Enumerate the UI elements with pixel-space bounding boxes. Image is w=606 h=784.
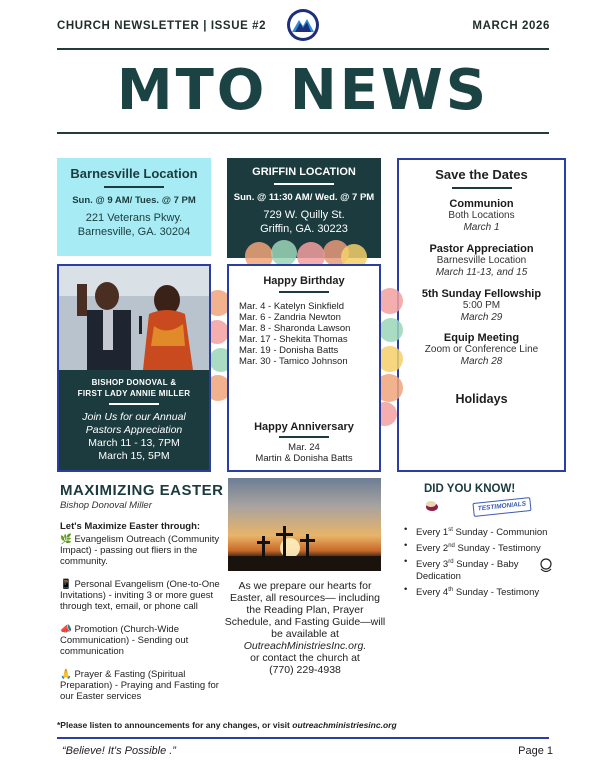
invite-line2: Pastors Appreciation: [85, 424, 183, 436]
list-item: • Every 3rd Sunday - Baby Dedication: [402, 556, 582, 583]
church-logo: [286, 8, 320, 42]
anniversary-names: Martin & Donisha Batts: [255, 453, 353, 464]
newsletter-issue-label: CHURCH NEWSLETTER | ISSUE #2: [57, 20, 267, 32]
footer-quote: “Believe! It's Possible .”: [62, 745, 176, 757]
barnesville-address-line2: Barnesville, GA. 30204: [77, 226, 191, 238]
save-the-dates-title: Save the Dates: [435, 167, 528, 182]
did-you-know-list: [402, 524, 582, 601]
griffin-title: GRIFFIN LOCATION: [252, 166, 356, 178]
list-item: Mar. 19 - Donisha Batts: [239, 345, 339, 356]
divider: [274, 183, 334, 185]
divider: [279, 291, 329, 293]
announcement-note-text: *Please listen to announcements for any changes, or visit: [57, 720, 293, 730]
easter-item: 📱 Personal Evangelism (One-to-One Invitations) - inviting 3 or more guest through text, email, or phone call: [60, 579, 220, 612]
bishop-appreciation-card: [57, 264, 211, 472]
barnesville-title: Barnesville Location: [70, 166, 198, 181]
divider: [104, 186, 164, 188]
easter-message-text: As we prepare our hearts for Easter, all resources— including the Reading Plan, Prayer Schedule, and Fasting Guide—will be available at: [224, 580, 386, 640]
happy-anniversary-title: Happy Anniversary: [254, 421, 354, 433]
event-date: March 1: [463, 222, 500, 233]
website-link[interactable]: OutreachMinistriesInc.org.: [243, 640, 367, 652]
invite-line1: Join Us for our Annual: [82, 411, 186, 423]
church-phone: (770) 229-4938: [269, 664, 341, 676]
newsletter-date: MARCH 2026: [472, 20, 550, 32]
newsletter-title: MTO NEWS: [116, 58, 490, 123]
bishop-name-line2: FIRST LADY ANNIE MILLER: [77, 389, 191, 398]
griffin-address-line2: Griffin, GA. 30223: [260, 223, 348, 235]
title-divider: [57, 132, 549, 134]
divider: [109, 403, 159, 405]
griffin-address-line1: 729 W. Quilly St.: [263, 209, 345, 221]
easter-message-contact: or contact the church at: [250, 652, 360, 664]
bishop-photo: [59, 266, 209, 370]
header-divider: [57, 48, 549, 50]
website-link[interactable]: outreachministriesinc.org: [292, 720, 397, 730]
event-date: March 28: [460, 356, 503, 367]
event-date: March 11-13, and 15: [435, 267, 528, 278]
appreciation-dates-line2: March 15, 5PM: [98, 450, 170, 462]
event-name: Pastor Appreciation: [429, 243, 534, 255]
list-item: Mar. 30 - Tamico Johnson: [239, 356, 348, 367]
easter-lead: Let's Maximize Easter through:: [60, 521, 201, 532]
event-detail: Both Locations: [448, 210, 515, 221]
balloon: [379, 318, 403, 342]
easter-author: Bishop Donoval Miller: [60, 500, 152, 511]
divider: [279, 436, 329, 438]
appreciation-dates-line1: March 11 - 13, 7PM: [88, 437, 180, 449]
event-name: 5th Sunday Fellowship: [421, 288, 542, 300]
save-the-dates-card: [397, 158, 566, 472]
easter-item: 🙏 Prayer & Fasting (Spiritual Preparation) - Praying and Fasting for our Easter services: [60, 669, 219, 702]
birthday-list: [229, 301, 379, 367]
list-item: Mar. 4 - Katelyn Sinkfield: [239, 301, 345, 312]
bread-wine-icon: [425, 498, 439, 510]
happy-birthday-title: Happy Birthday: [263, 275, 345, 287]
event-detail: Barnesville Location: [436, 255, 527, 266]
list-item: Mar. 17 - Shekita Thomas: [239, 334, 348, 345]
footer-divider: [57, 737, 549, 739]
barnesville-location-card: [57, 158, 211, 256]
list-item: Mar. 6 - Zandria Newton: [239, 312, 341, 323]
testimonials-badge-icon: TESTIMONIALS: [472, 497, 531, 517]
bishop-name-line1: BISHOP DONOVAL &: [91, 378, 177, 387]
list-item: • Every 1st Sunday - Communion: [402, 524, 582, 539]
easter-message: [224, 580, 386, 676]
list-item: • Every 2nd Sunday - Testimony: [402, 540, 582, 555]
easter-item: 📣 Promotion (Church-Wide Communication) - Sending out communication: [60, 624, 189, 657]
did-you-know-title: DID YOU KNOW!: [424, 483, 516, 495]
maximizing-easter-title: MAXIMIZING EASTER: [60, 482, 224, 499]
page-number: Page 1: [518, 745, 553, 757]
birthday-card: [227, 264, 381, 472]
list-item: Mar. 8 - Sharonda Lawson: [239, 323, 351, 334]
event-detail: Zoom or Conference Line: [424, 344, 539, 355]
easter-body: [60, 521, 220, 714]
event-name: Communion: [449, 198, 514, 210]
barnesville-times: Sun. @ 9 AM/ Tues. @ 7 PM: [72, 195, 196, 206]
list-item: • Every 4th Sunday - Testimony: [402, 584, 582, 599]
event-date: March 29: [460, 312, 503, 323]
announcement-note: [57, 720, 397, 730]
barnesville-address-line1: 221 Veterans Pkwy.: [85, 212, 183, 224]
griffin-times: Sun. @ 11:30 AM/ Wed. @ 7 PM: [233, 192, 375, 203]
easter-item: 🌿 Evangelism Outreach (Community Impact) - passing out fliers in the community.: [60, 534, 220, 567]
anniversary-date: Mar. 24: [288, 442, 320, 453]
balloon: [271, 240, 297, 266]
holidays-heading: Holidays: [455, 392, 508, 406]
easter-crosses-image: [228, 478, 381, 571]
divider: [452, 187, 512, 189]
event-detail: 5:00 PM: [462, 300, 501, 311]
event-name: Equip Meeting: [443, 332, 520, 344]
